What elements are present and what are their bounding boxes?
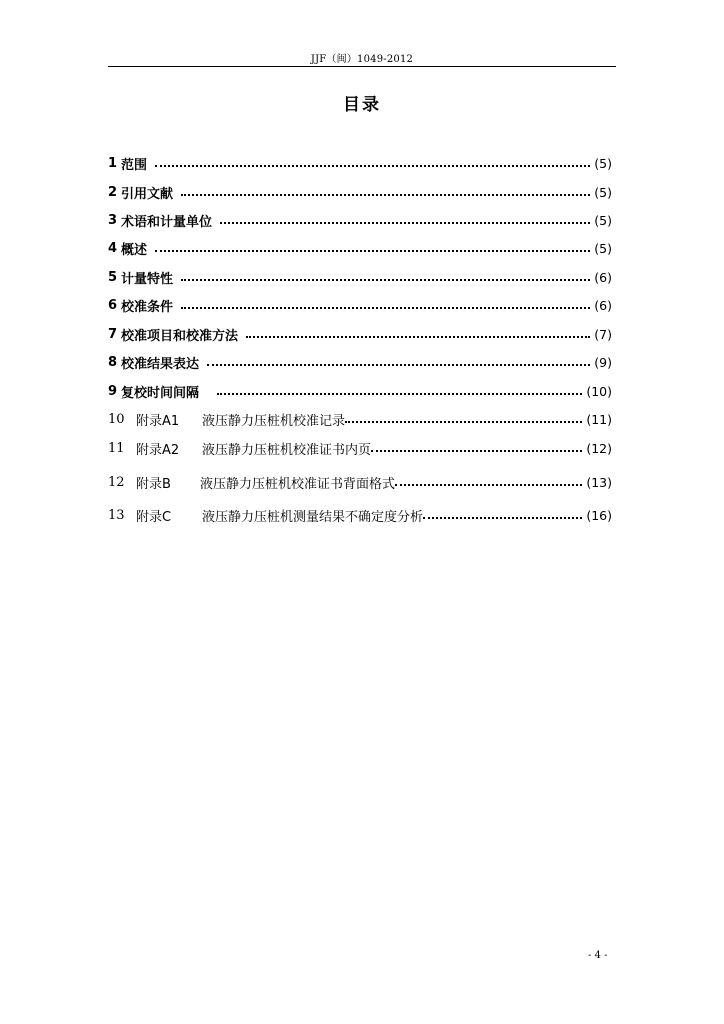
toc-entry-3[interactable] — [108, 210, 612, 230]
toc-entry-page: (5) — [594, 155, 612, 171]
toc-entry-label: 液压静力压桩机校准记录 — [202, 413, 346, 429]
toc-entry-page: (12) — [586, 440, 612, 456]
toc-appendix-a1[interactable] — [108, 409, 612, 429]
dot-leader — [181, 306, 590, 309]
dot-leader — [155, 249, 590, 252]
toc-entry-page: (10) — [586, 383, 612, 399]
toc-entry-label: 复校时间间隔 — [121, 385, 200, 401]
toc-entry-2[interactable] — [108, 182, 612, 202]
toc-entry-page: (5) — [594, 184, 612, 200]
toc-entry-number: 12 — [108, 474, 125, 490]
toc-entry-label: 术语和计量单位 — [121, 214, 213, 230]
dot-leader — [207, 363, 590, 366]
toc-appendix-c[interactable] — [108, 505, 612, 525]
toc-entry-8[interactable] — [108, 352, 612, 372]
toc-entry-label: 校准条件 — [121, 299, 174, 315]
dot-leader — [181, 278, 590, 281]
toc-entry-number: 8 — [108, 354, 118, 370]
toc-entry-label: 引用文献 — [121, 186, 174, 202]
toc-entry-number: 11 — [108, 440, 125, 456]
toc-entry-number: 10 — [108, 411, 125, 427]
toc-entry-label: 概述 — [121, 242, 148, 258]
appendix-tag: 附录B — [136, 476, 171, 492]
toc-entry-label: 校准结果表达 — [121, 356, 200, 372]
toc-entry-1[interactable] — [108, 153, 612, 173]
dot-leader — [181, 193, 590, 196]
toc-entry-6[interactable] — [108, 295, 612, 315]
dot-leader — [371, 449, 582, 452]
page-number: - 4 - — [588, 950, 608, 961]
toc-entry-label: 计量特性 — [121, 271, 174, 287]
appendix-tag: 附录A2 — [136, 442, 180, 458]
toc-entry-number: 6 — [108, 297, 118, 313]
toc-entry-label: 液压静力压桩机校准证书内页 — [202, 442, 372, 458]
dot-leader — [345, 420, 582, 423]
header-rule — [108, 66, 616, 67]
appendix-tag: 附录A1 — [136, 413, 180, 429]
toc-entry-number: 3 — [108, 212, 118, 228]
toc-entry-7[interactable] — [108, 324, 612, 344]
toc-entry-number: 2 — [108, 184, 118, 200]
toc-entry-label: 校准项目和校准方法 — [121, 328, 239, 344]
dot-leader — [395, 483, 582, 486]
toc-entry-page: (9) — [594, 354, 612, 370]
toc-entry-number: 7 — [108, 326, 118, 342]
toc-entry-page: (11) — [586, 411, 612, 427]
toc-entry-number: 4 — [108, 240, 118, 256]
toc-entry-label: 液压静力压桩机校准证书背面格式 — [200, 476, 396, 492]
toc-entry-page: (6) — [594, 297, 612, 313]
toc-entry-page: (13) — [586, 474, 612, 490]
toc-entry-4[interactable] — [108, 238, 612, 258]
toc-entry-number: 5 — [108, 269, 118, 285]
toc-appendix-a2[interactable] — [108, 438, 612, 458]
toc-entry-page: (6) — [594, 269, 612, 285]
toc-entry-label: 液压静力压桩机测量结果不确定度分析 — [202, 509, 424, 525]
toc-entry-5[interactable] — [108, 267, 612, 287]
dot-leader — [155, 164, 590, 167]
toc-entry-page: (5) — [594, 240, 612, 256]
toc-entry-page: (5) — [594, 212, 612, 228]
toc-entry-number: 1 — [108, 155, 118, 171]
dot-leader — [423, 516, 582, 519]
toc-entry-9[interactable] — [108, 381, 612, 401]
dot-leader — [246, 335, 590, 338]
appendix-tag: 附录C — [136, 509, 172, 525]
toc-entry-number: 13 — [108, 507, 125, 523]
toc-entry-page: (16) — [586, 507, 612, 523]
toc-appendix-b[interactable] — [108, 472, 612, 492]
page-title: 目录 — [343, 95, 381, 115]
toc-entry-number: 9 — [108, 383, 118, 399]
dot-leader — [217, 392, 582, 395]
toc-entry-page: (7) — [594, 326, 612, 342]
toc-entry-label: 范围 — [121, 157, 148, 173]
running-header: JJF（闽）1049-2012 — [310, 54, 414, 65]
dot-leader — [220, 221, 590, 224]
